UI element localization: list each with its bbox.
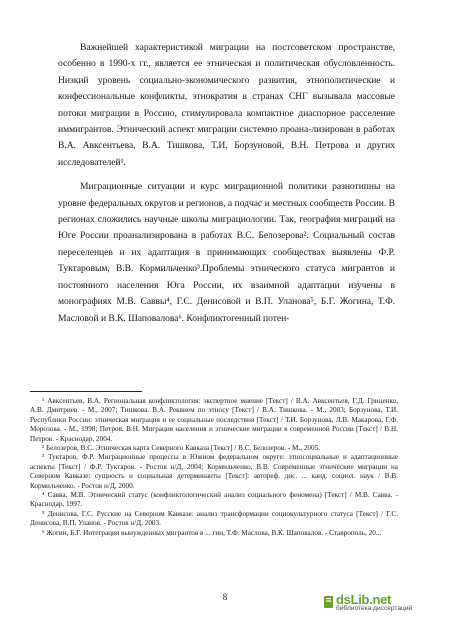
watermark-logo[interactable] (322, 591, 440, 613)
watermark-brand: dsLib.net (336, 592, 392, 607)
footnote-6: ⁶ Жогин, Б.Г. Интеграция вынужденных мигрантов в ... гин, Т.Ф. Маслова, В.К. Шаповалов. - Ставрополь, 20... (42, 528, 382, 537)
footnote-3: ³ Туктаров, Ф.Р. Миграционные процессы в Южном федеральном округе: этносоциальные и адаптационные аспекты [Текст] / Ф.Р. Туктаров. - Ростов н/Д, 2004; Кормильченко, В.В. Современные этнические миграции на Северном Кавказе: сущность и социальная детерминанты [Текст]: автореф. дис. ... канд. социол. наук / В.В. Кормильченко. - Ростов н/Д, 2000. (30, 453, 398, 490)
book-icon (323, 595, 335, 609)
main-text (58, 40, 395, 327)
footnote-separator (30, 391, 142, 392)
footnote-5: ⁵ Денисова, Г.С. Русские на Северном Кавказе: анализ трансформации социокультурного статуса [Текст] / Г.С. Денисова, В.П. Уланов. - Ростов н/Д, 2003. (30, 509, 398, 528)
page-number: 8 (222, 592, 228, 602)
footnote-2: ² Белозеров, В.С. Этническая карта Северного Кавказа [Текст] / В.С. Белозеров. - М., 2005. (42, 444, 320, 453)
footnote-1: ¹ Авксентьев, В.А. Региональная конфликтология: экспертное мнение [Текст] / В.А. Авксентьев, Г.Д. Гриценко, А.В. Дмитриев. - М., 2007; Тишкова. В.А. Реквием по этносу [Текст] / В.А. Тишкова. - М., 2003; Борзунова, Т.И. Республики России: этническая миграция и ее социальные последствия [Текст] / Т.И. Борзунова, Л.В. Макарова, Г.Ф. Морозова. - М., 1998; Петров, В.Н. Миграция населения и этнические миграции в современной России [Текст] / В.Н. Петров. - Краснодар, 2004. (30, 397, 398, 443)
watermark-subtitle: библиотека диссертаций (336, 605, 413, 612)
footnotes (30, 397, 398, 538)
paragraph-2: Миграционные ситуации и курс миграционной политики разнотипны на уровне федеральных округов и регионов, а подчас и местных сообществ России. В регионах сложились научные школы миграциологии. Так, география миграций на Юге России проанализирована в работах В.С. Белозерова². Социальный состав переселенцев и их адаптация в принимающих сообществах выявлены Ф.Р. Туктаровым, В.В. Кормильченко³.Проблемы этнического статуса мигрантов и постоянного населения Юга России, их взаимной адаптации изучены в монографиях М.В. Саввы⁴, Г.С. Денисовой и В.П. Уланова⁵, Б.Г. Жогина, Т.Ф. Масловой и В.К. Шаповалова⁶. Конфликтогенный потен- (58, 181, 395, 324)
footnote-4: ⁴ Савва, М.В. Этнический статус (конфликтологический анализ социального феномена) [Текст] / М.В. Савва. - Краснодар, 1997. (30, 491, 398, 509)
paragraph-1: Важнейшей характеристикой миграции на постсоветском пространстве, особенно в 1990-х гг., является ее этническая и политическая обусловленность. Низкий уровень социально-экономического развития, этнополитические и конфессиональные конфликты, этнократия в странах СНГ вызывала массовые потоки миграции в Россию, стимулировала компактное диаспорное расселение иммигрантов. Этнический аспект миграции системно проана-лизирован в работах В.А. Авксентьева, В.А. Тишкова, Т.И. Борзуновой, В.Н. Петрова и других исследователей¹. (58, 42, 395, 168)
